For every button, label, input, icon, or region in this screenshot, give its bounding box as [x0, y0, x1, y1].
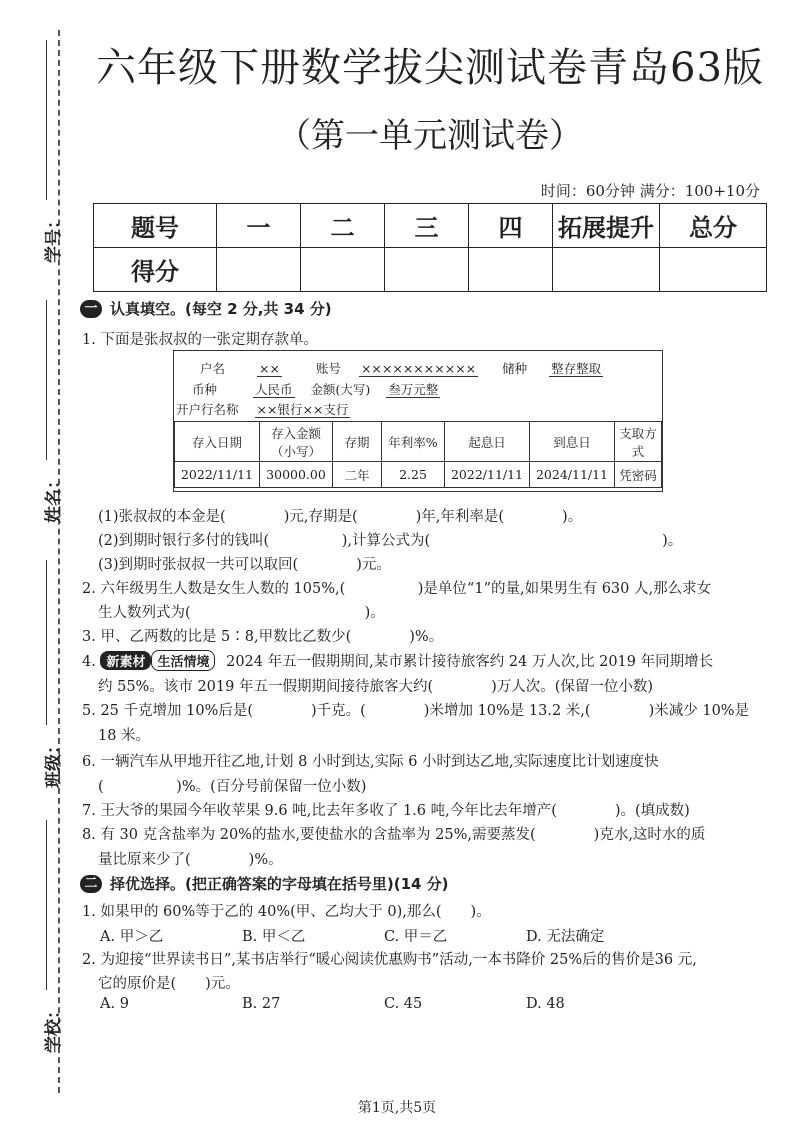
- deposit-cell: 2022/11/11: [175, 462, 260, 488]
- deposit-cell: 2022/11/11: [445, 462, 530, 488]
- currency-label: 币种: [192, 382, 218, 397]
- score-header-cell: 题号: [94, 204, 217, 248]
- score-header-cell: 拓展提升: [553, 204, 660, 248]
- school-label: 学校：: [44, 1002, 64, 1053]
- question-3: 3. 甲、乙两数的比是 5∶8,甲数比乙数少( )%。: [82, 629, 444, 645]
- question-1-part-2: (2)到期时银行多付的钱叫( ),计算公式为( )。: [98, 533, 683, 549]
- question-6-line-2: ( )%。(百分号前保留一位小数): [98, 779, 367, 795]
- question-1: 1. 下面是张叔叔的一张定期存款单。: [82, 332, 318, 348]
- amount-value: 叁万元整: [388, 382, 439, 397]
- side-field-school: [12, 820, 64, 1060]
- option[interactable]: A. 甲＞乙: [100, 929, 164, 945]
- deposit-header: 到息日: [530, 422, 615, 462]
- option[interactable]: C. 甲＝乙: [384, 929, 448, 945]
- score-header-cell: 三: [385, 204, 469, 248]
- deposit-cell: 凭密码: [615, 462, 662, 488]
- score-cell[interactable]: [301, 248, 385, 292]
- deposit-cell: 30000.00: [260, 462, 333, 488]
- score-header-cell: 一: [217, 204, 301, 248]
- class-label: 班级：: [44, 737, 64, 788]
- deposit-cell: 2024/11/11: [530, 462, 615, 488]
- score-cell[interactable]: [469, 248, 553, 292]
- option[interactable]: D. 无法确定: [526, 929, 605, 945]
- question-number: 4.: [82, 654, 96, 670]
- score-header-cell: 二: [301, 204, 385, 248]
- score-cell[interactable]: [553, 248, 660, 292]
- deposit-data-row: [175, 462, 662, 488]
- deposit-row-2: [192, 380, 440, 398]
- bank-label: 开户行名称: [176, 402, 239, 417]
- choice-1: 1. 如果甲的 60%等于乙的 40%(甲、乙均大于 0),那么( )。: [82, 904, 491, 920]
- section-title: 认真填空。(每空 2 分,共 34 分): [110, 300, 332, 318]
- deposit-header: 存期: [333, 422, 382, 462]
- score-cell[interactable]: [660, 248, 767, 292]
- deposit-type-value: 整存整取: [551, 361, 602, 376]
- section-title: 择优选择。(把正确答案的字母填在括号里)(14 分): [110, 875, 449, 893]
- account-no-label: 账号: [315, 361, 341, 376]
- option[interactable]: A. 9: [100, 996, 129, 1012]
- class-line[interactable]: [46, 560, 47, 725]
- name-label: 姓名：: [44, 472, 64, 523]
- new-material-tag: 新素材: [100, 651, 151, 670]
- section-2-heading: [80, 873, 449, 894]
- section-number-badge: 二: [80, 875, 102, 893]
- account-name-label: 户名: [200, 361, 226, 376]
- score-header-row: [94, 204, 767, 248]
- currency-value: 人民币: [255, 382, 293, 397]
- side-field-id: [12, 40, 64, 290]
- score-cell[interactable]: [217, 248, 301, 292]
- question-1-part-1: (1)张叔叔的本金是( )元,存期是( )年,年利率是( )。: [98, 509, 583, 525]
- option[interactable]: D. 48: [526, 996, 565, 1012]
- deposit-cell: 二年: [333, 462, 382, 488]
- deposit-header: 支取方式: [615, 422, 662, 462]
- side-field-name: [12, 300, 64, 530]
- id-label: 学号：: [44, 212, 64, 263]
- question-8-line-1: 8. 有 30 克含盐率为 20%的盐水,要使盐水的含盐率为 25%,需要蒸发( )克水,这时水的质: [82, 827, 706, 843]
- section-number-badge: 一: [80, 300, 102, 318]
- score-row-label: 得分: [94, 248, 217, 292]
- exam-meta: 时间：60分钟 满分：100+10分: [540, 182, 760, 200]
- deposit-row-1: [200, 359, 603, 377]
- question-6-line-1: 6. 一辆汽车从甲地开往乙地,计划 8 小时到达,实际 6 小时到达乙地,实际速度比计划速度快: [82, 754, 659, 770]
- deposit-cell: 2.25: [382, 462, 445, 488]
- option[interactable]: B. 27: [242, 996, 281, 1012]
- score-header-cell: 总分: [660, 204, 767, 248]
- deposit-header: 年利率%: [382, 422, 445, 462]
- deposit-header: 存入金额（小写）: [260, 422, 333, 462]
- amount-label: 金额(大写): [310, 382, 371, 397]
- question-2-line-1: 2. 六年级男生人数是女生人数的 105%,( )是单位“1”的量,如果男生有 630 人,那么求女: [82, 581, 712, 597]
- question-5-line-2: 18 米。: [98, 728, 151, 744]
- score-cell[interactable]: [385, 248, 469, 292]
- score-header-cell: 四: [469, 204, 553, 248]
- id-line[interactable]: [46, 40, 47, 200]
- page-footer: 第1页,共5页: [357, 1100, 437, 1116]
- option[interactable]: C. 45: [384, 996, 423, 1012]
- deposit-header: 存入日期: [175, 422, 260, 462]
- option[interactable]: B. 甲＜乙: [242, 929, 306, 945]
- question-5-line-1: 5. 25 千克增加 10%后是( )千克。( )米增加 10%是 13.2 米,( )米减少 10%是: [82, 703, 750, 719]
- deposit-table: [174, 421, 662, 488]
- school-line[interactable]: [46, 820, 47, 990]
- deposit-header: 起息日: [445, 422, 530, 462]
- account-name-value: ××: [259, 361, 280, 376]
- choice-2-line-2: 它的原价是( )元。: [98, 976, 240, 992]
- question-4-line-1: [82, 650, 713, 671]
- deposit-row-3: [176, 400, 350, 418]
- question-7: 7. 王大爷的果园今年收苹果 9.6 吨,比去年多收了 1.6 吨,今年比去年增产( )。(填成数): [82, 803, 690, 819]
- choice-2-line-1: 2. 为迎接“世界读书日”,某书店举行“暖心阅读优惠购书”活动,一本书降价 25%后的售价是36 元,: [82, 952, 697, 968]
- score-table: [93, 203, 767, 292]
- question-2-line-2: 生人数列式为( )。: [98, 605, 385, 621]
- section-1-heading: [80, 298, 332, 319]
- question-1-part-3: (3)到期时张叔叔一共可以取回( )元。: [98, 557, 391, 573]
- deposit-slip: [173, 350, 663, 492]
- page-subtitle: （第一单元测试卷）: [277, 116, 583, 156]
- name-line[interactable]: [46, 300, 47, 460]
- binding-line: [58, 30, 60, 1093]
- question-8-line-2: 量比原来少了( )%。: [98, 852, 283, 868]
- question-text: 2024 年五一假期期间,某市累计接待旅客约 24 万人次,比 2019 年同期增长: [226, 654, 714, 670]
- score-value-row: [94, 248, 767, 292]
- account-no-value: ×××××××××××: [360, 361, 477, 376]
- page-title: 六年级下册数学拔尖测试卷青岛63版: [96, 45, 764, 91]
- life-context-tag: 生活情境: [151, 650, 215, 671]
- question-4-line-2: 约 55%。该市 2019 年五一假期期间接待旅客大约( )万人次。(保留一位小数): [98, 679, 654, 695]
- side-field-class: [12, 560, 64, 790]
- bank-value: ××银行××支行: [256, 402, 349, 417]
- deposit-type-label: 储种: [502, 361, 528, 376]
- deposit-header-row: [175, 422, 662, 462]
